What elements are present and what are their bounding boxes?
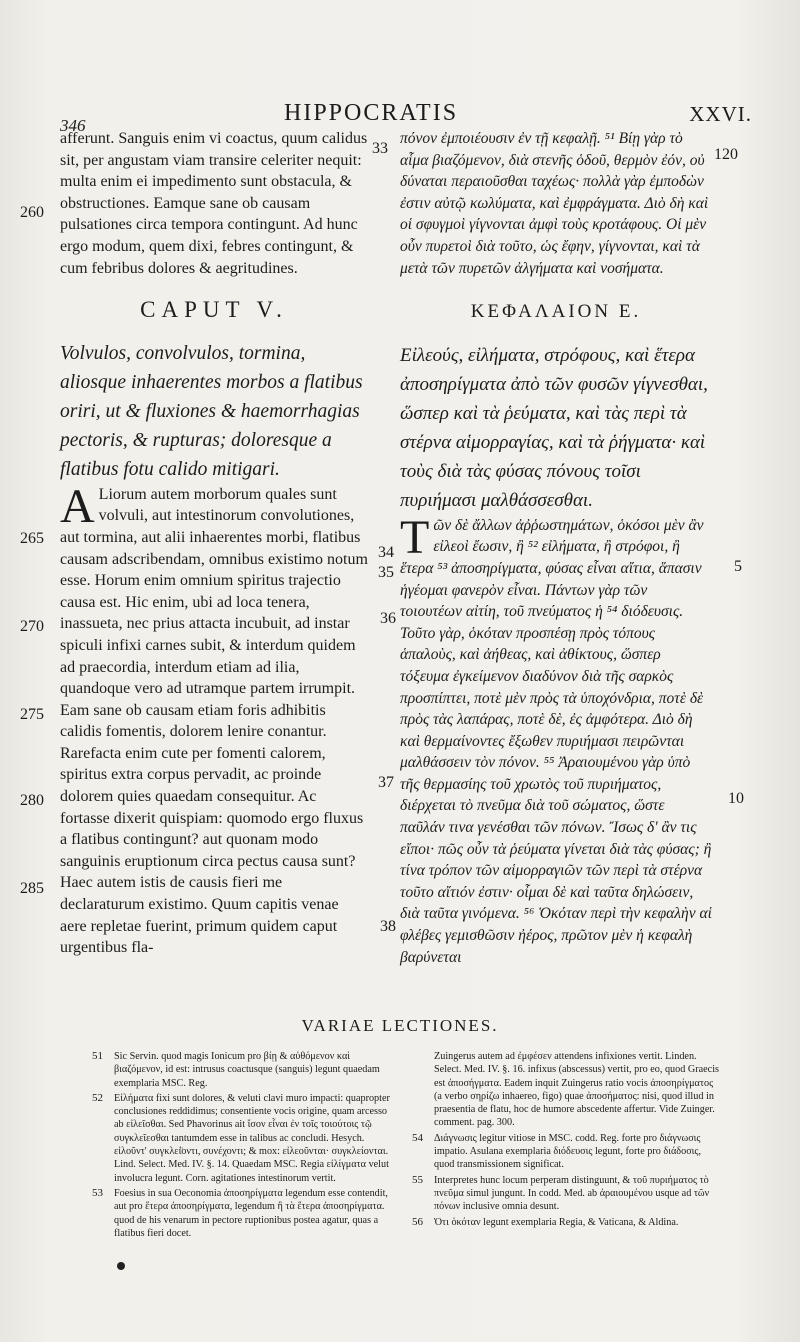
notes-left-column bbox=[92, 1050, 392, 1242]
footnote-number: 55 bbox=[412, 1173, 423, 1186]
greek-column bbox=[400, 128, 712, 968]
line-number: 260 bbox=[20, 204, 44, 221]
footnote bbox=[412, 1174, 720, 1214]
latin-column bbox=[60, 128, 368, 959]
section-marker: 37 bbox=[378, 774, 394, 791]
footnote-text: Foesius in sua Oeconomia ἀποσηρίγματα legendum esse contendit, aut pro ἕτερα ἀποσηρίγματα, legendum ἢ τὰ ἕτερα ἀποσηρίγματα. quod de his venarum in pectore ruptionibus postea agatur, quas a flatibus fieri docet. bbox=[114, 1187, 388, 1239]
running-title: HIPPOCRATIS bbox=[284, 100, 459, 126]
greek-body bbox=[400, 510, 712, 968]
section-marker: 38 bbox=[380, 918, 396, 935]
latin-chapter-heading: CAPUT V. bbox=[140, 297, 288, 323]
greek-line-number: 5 bbox=[734, 558, 742, 575]
greek-drop-cap: Τ bbox=[400, 510, 430, 564]
footnote-text: Zuingerus autem ad ἐμφέσεν attendens infixiones vertit. Linden. Select. Med. IV. §. 16. infixus (abscessus) vertit, pro eo, quod Graecis est ἀποσήγματα. Eadem inquit Zuingerus ratio vocis ἀποσηρίγματος (a verbo σηρίζω inhaereo, figo) quae ἀποσήματος: nisi, quod illud in praesentia de flatu, hoc de humore abscedente affertur. Vide Zuinger. comment. pag. 300. bbox=[434, 1051, 719, 1129]
section-marker: 34 bbox=[378, 544, 394, 561]
footnote bbox=[92, 1092, 392, 1185]
line-number: 275 bbox=[20, 706, 44, 723]
latin-body bbox=[60, 479, 368, 959]
greek-line-number: 120 bbox=[714, 146, 738, 163]
greek-chapter-heading: ΚΕΦΑΛΑΙΟΝ Ε. bbox=[470, 301, 642, 323]
footnote-text: Ὁτι ὁκόταν legunt exemplaria Regia, & Vaticana, & Aldina. bbox=[434, 1216, 679, 1228]
greek-intro: πόνον ἐμποιέουσιν ἐν τῇ κεφαλῇ. ⁵¹ Βίῃ γὰρ τὸ αἷμα βιαζόμενον, διὰ στενῆς ὁδοῦ, θερμὸν ἐόν, οὐ δύναται περαιοῦσθαι ταχέως· πολλὰ γὰρ ἐμποδὼν ἐστιν αὐτῷ κωλύματα, καὶ ἐμφράγματα. Διὸ δὴ καὶ οἱ σφυγμοὶ γίγνονται ἀμφὶ τοὺς κροτάφους. Οἱ μὲν οὖν πυρετοὶ διὰ τοῦτο, ὡς ἔφην, γίγνονται, καὶ τὰ μετὰ τῶν πυρετῶν ἀλγήματα καὶ νοσήματα. bbox=[400, 130, 709, 277]
ink-dot bbox=[117, 1262, 125, 1270]
footnote bbox=[412, 1216, 720, 1229]
footnote-text: Sic Servin. quod magis Ionicum pro βίῃ & αὐθόμενον καὶ βιαζόμενον, id est: intrusus coactusque (sanguis) legunt quaedam exemplaria MSC. Reg. bbox=[114, 1051, 380, 1089]
latin-intro: afferunt. Sanguis enim vi coactus, quum calidus sit, per angustam viam transire celeriter nequit: multa enim ei impedimento sunt obstacula, & obstructiones. Eamque sane ob causam pulsationes circa tempora contingunt. Ad hunc ergo modum, quem dixi, febres contingunt, & cum febribus dolores & aegritudines. bbox=[60, 130, 368, 277]
footnote-text: Εἰλήματα fixi sunt dolores, & veluti clavi muro impacti: quapropter conclusiones reddidimus; consentiente vocis origine, quam arcesso ab εἰλεῖσθαι. Sed Phavorinus ait ἴσον εἶναι ἐν τοῖς τοιούτοις τῷ συγκλεῖεσθαι tantumdem esse in talibus ac concludi. Hesych. εἰλοῦντ' συγκλεί̈οντι, συνέχοντι; & mox: εἰλεοῦνται· συγκλείονται. Lind. Select. Med. IV. §. 14. Quaedam MSC. Regia εἰλίγματα velut involucra legunt. Corn. agitationes intestinorum vertit. bbox=[114, 1092, 390, 1184]
footnote bbox=[412, 1050, 720, 1130]
section-marker: 33 bbox=[372, 140, 388, 157]
section-number: XXVI. bbox=[689, 102, 752, 126]
greek-chapter-summary: Εἰλεούς, εἰλήματα, στρόφους, καὶ ἕτερα ἀποσηρίγματα ἀπὸ τῶν φυσῶν γίγνεσθαι, ὥσπερ καὶ τὰ ῥεύματα, καὶ τὰς περὶ τὰ στέρνα αἱμορραγίας, καὶ τὰ ῥήγματα· καὶ τοὺς διὰ τὰς φύσας πόνους τοῖσι πυριήμασι μαλθάσσεσθαι. bbox=[400, 344, 708, 511]
footnote bbox=[92, 1187, 392, 1240]
line-number: 285 bbox=[20, 880, 44, 897]
latin-drop-cap: A bbox=[60, 479, 95, 533]
line-number: 280 bbox=[20, 792, 44, 809]
latin-chapter-summary: Volvulos, convolvulos, tormina, aliosque inhaerentes morbos a flatibus oriri, ut & fluxiones & haemorrhagias pectoris, & rupturas; doloresque a flatibus fotu calido mitigari. bbox=[60, 342, 363, 480]
footnote-number: 54 bbox=[412, 1131, 423, 1144]
page-number: 346 bbox=[60, 116, 86, 135]
line-number: 265 bbox=[20, 530, 44, 547]
section-marker: 35 bbox=[378, 564, 394, 581]
footnote-text: Διάγνωσις legitur vitiose in MSC. codd. Reg. forte pro διάγνωσις impatio. Asulana exemplaria διόδευσις legunt, forte pro διάδοσις, quod transmissionem significat. bbox=[434, 1132, 702, 1171]
footnote-text: Interpretes hunc locum perperam distinguunt, & τοῦ πυριήματος τὸ πνεῦμα simul jungunt. In codd. Med. ab ἀραιουμένου usque ad τῶν πόνων inclusive omnia desunt. bbox=[434, 1174, 710, 1213]
greek-body-text: ῶν δὲ ἄλλων ἀῤῥωστημάτων, ὁκόσοι μὲν ἂν εἰλεοὶ ἔωσιν, ἢ ⁵² εἰλήματα, ἢ στρόφοι, ἢ ἕτερα ⁵³ ἀποσηρίγματα, φύσας εἶναι αἴτια, ἅπασιν ἡγέομαι φανερὸν εἶναι. Πάντων γὰρ τῶν τοιουτέων αἰτίη, τοῦ πνεύματος ἡ ⁵⁴ διόδευσις. Τοῦτο γὰρ, ὁκόταν προσπέσῃ πρὸς τόπους ἁπαλοὺς, καὶ ἀήθεας, καὶ ἀθίκτους, ὥσπερ τόξευμα ἐγκείμενον διαδύνον διὰ τῆς σαρκὸς προσπίπτει, ποτὲ μὲν πρὸς τὰ ὑποχόνδρια, ποτὲ δὲ πρὸς τὰς λαπάρας, ποτὲ δὲ, ἐς ἀμφότερα. Διὸ δὴ καὶ θερμαίνοντες ἔξωθεν πυριήμασι πειρῶνται μαλθάσσειν τὸν πόνον. ⁵⁵ Ἀραιουμένου γὰρ ὑπὸ τῆς θερμασίης τοῦ χρωτὸς τοῦ πυριήματος, διέρχεται τὸ πνεῦμα διὰ τοῦ σώματος, ὥστε παῦλάν τινα γενέσθαι τῶν πόνων. Ἴσως δ' ἂν τις εἴποι· πῶς οὖν τὰ ῥεύματα γίνεται διὰ τὰς φύσας; ἢ τίνα τρόπον τῶν αἱμορραγιῶν τῶν περὶ τὰ στέρνα τοῦτο αἴτιόν ἐστιν· οἶμαι δὲ καὶ ταῦτα δηλώσειν, διὰ ταῦτα γινόμενα. ⁵⁶ Ὁκόταν περὶ τὴν κεφαλὴν αἱ φλέβες γεμισθῶσιν ἠέρος, πρῶτον μὲν ἡ κεφαλὴ βαρύνεται bbox=[400, 516, 712, 966]
section-marker: 36 bbox=[380, 610, 396, 627]
line-number: 270 bbox=[20, 618, 44, 635]
variae-lectiones-heading: VARIAE LECTIONES. bbox=[301, 1016, 499, 1035]
footnote-number: 51 bbox=[92, 1050, 103, 1062]
latin-body-text: Liorum autem morborum quales sunt volvuli, aut intestinorum convolutiones, aut tormina, aut alii inhaerentes morbi, flatibus causam adscribendam, omnibus existimo notum esse. Horum enim omnium spiritus trajectio causa est. Hic enim, ubi ad loca tenera, inassueta, nec prius attacta incubuit, ad instar spiculi infixi carnes subit, & interdum quidem ad praecordia, interdum etiam ad ilia, quandoque vero ad utramque partem irrumpit. Eam sane ob causam etiam foris adhibitis calidis fomentis, dolorem lenire conantur. Rarefacta enim cute per fomenti calorem, spiritus extra corpus pervadit, ac proinde dolorem quies quaedam consequitur. Ac fortasse dixerit quispiam: quomodo ergo fluxus a flatibus contingunt? aut quonam modo sanguinis eruptionum circa pectus causa sunt? Haec autem istis de causis fieri me declaraturum existimo. Quum capitis venae aere repletae fuerint, primum quidem caput urgentibus fla- bbox=[60, 485, 368, 957]
footnote-number: 52 bbox=[92, 1091, 103, 1104]
footnote bbox=[92, 1050, 392, 1090]
notes-right-column bbox=[412, 1050, 720, 1231]
footnote-number: 56 bbox=[412, 1215, 423, 1228]
footnote bbox=[412, 1132, 720, 1172]
footnote-number: 53 bbox=[92, 1186, 103, 1199]
greek-line-number: 10 bbox=[728, 790, 744, 807]
